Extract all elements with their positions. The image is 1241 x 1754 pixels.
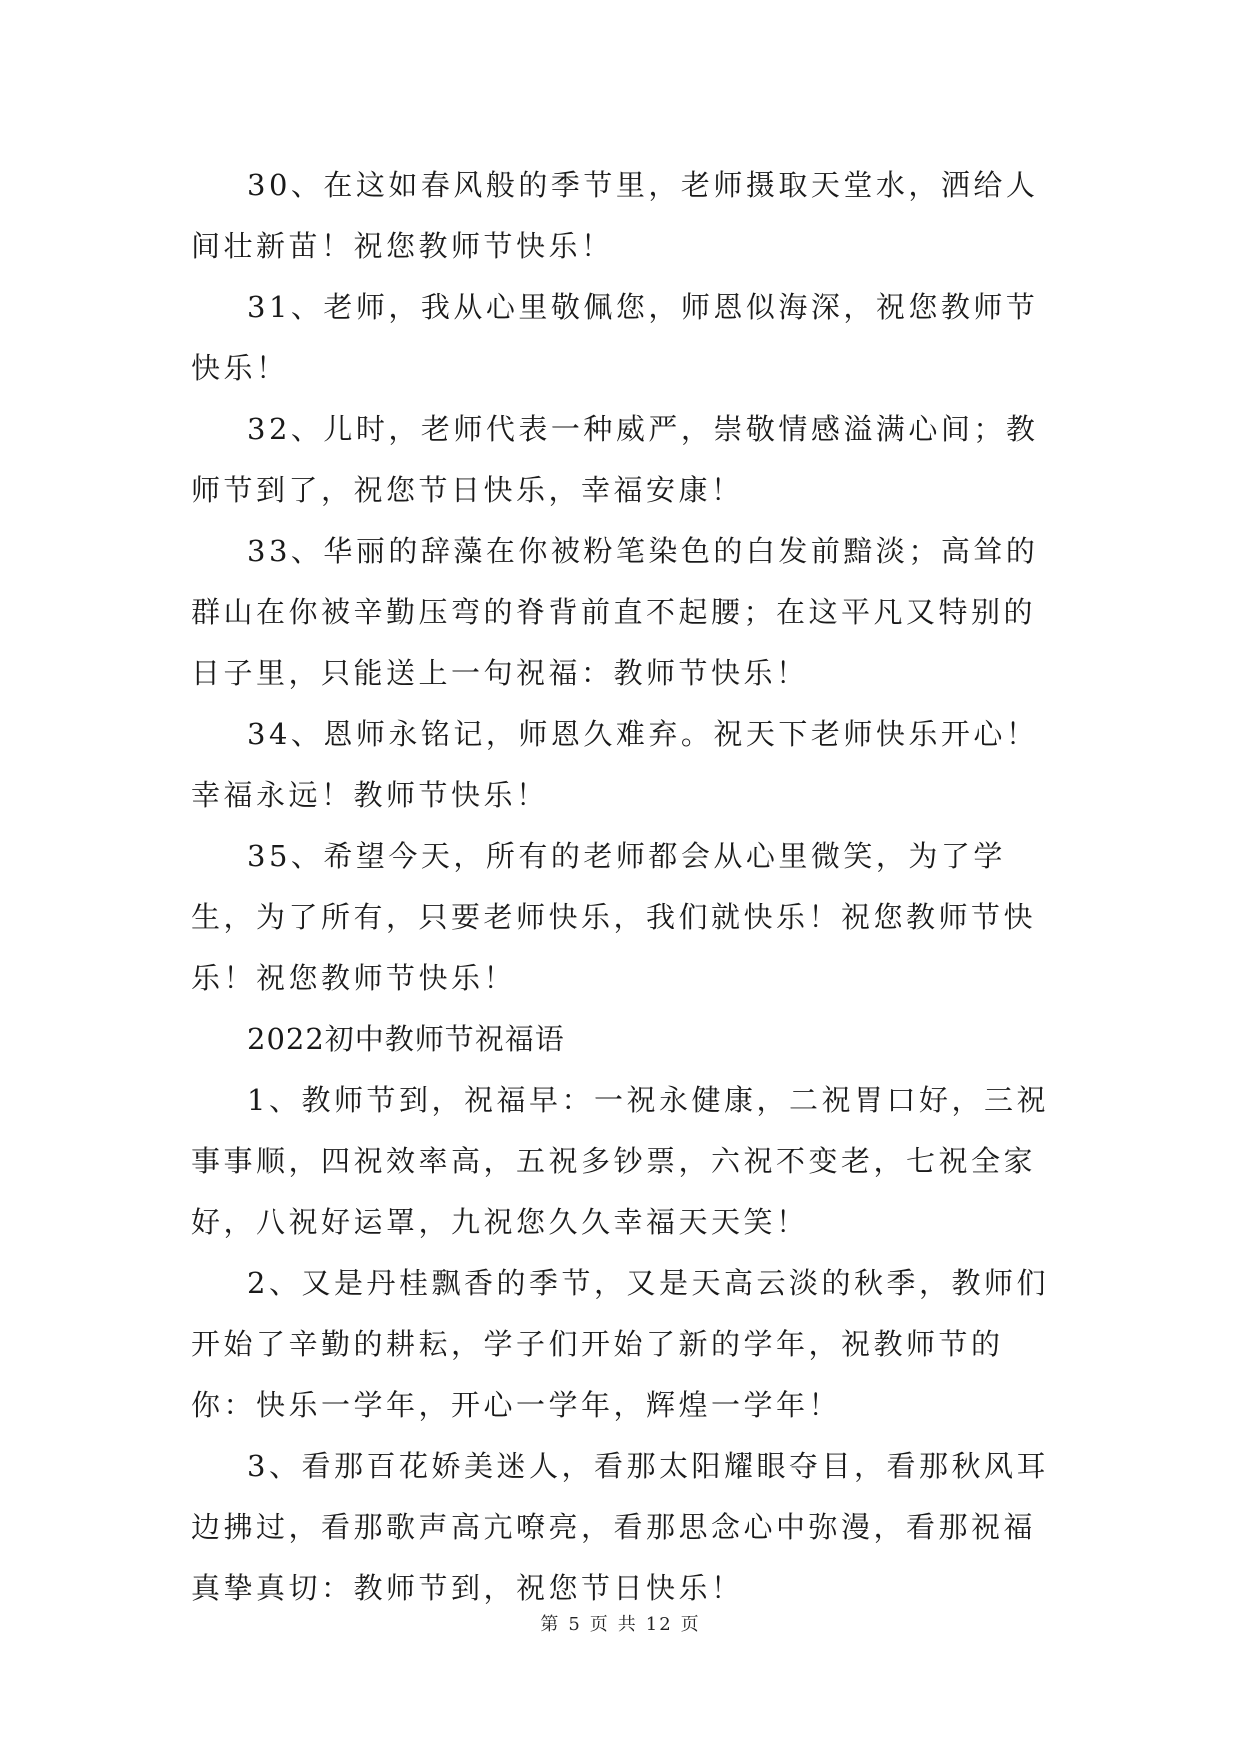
footer-suffix: 页: [680, 1614, 701, 1635]
footer-current-page: 5: [568, 1614, 582, 1635]
section-paragraph-1: 1、教师节到，祝福早：一祝永健康，二祝胃口好，三祝事事顺，四祝效率高，五祝多钞票，六祝不变老，七祝全家好，八祝好运罩，九祝您久久幸福天天笑！: [191, 1083, 1049, 1239]
paragraph-35: 35、希望今天，所有的老师都会从心里微笑，为了学生，为了所有，只要老师快乐，我们就快乐！祝您教师节快乐！祝您教师节快乐！: [191, 839, 1037, 995]
footer-total-pages: 12: [645, 1614, 673, 1635]
section-heading: 2022初中教师节祝福语: [247, 1022, 565, 1056]
paragraph-34: 34、恩师永铭记，师恩久难弃。祝天下老师快乐开心！幸福永远！教师节快乐！: [191, 717, 1039, 812]
page-footer: [0, 1610, 1241, 1636]
document-body: [191, 155, 1051, 1619]
section-paragraph-2: 2、又是丹桂飘香的季节，又是天高云淡的秋季，教师们开始了辛勤的耕耘，学子们开始了新的学年，祝教师节的你：快乐一学年，开心一学年，辉煌一学年！: [191, 1266, 1049, 1422]
paragraph-33: 33、华丽的辞藻在你被粉笔染色的白发前黯淡；高耸的群山在你被辛勤压弯的脊背前直不起腰；在这平凡又特别的日子里，只能送上一句祝福：教师节快乐！: [191, 534, 1039, 690]
footer-total-word: 共: [617, 1614, 638, 1635]
footer-page-word: 页: [589, 1614, 610, 1635]
paragraph-31: 31、老师，我从心里敬佩您，师恩似海深，祝您教师节快乐！: [191, 290, 1039, 385]
section-paragraph-3: 3、看那百花娇美迷人，看那太阳耀眼夺目，看那秋风耳边拂过，看那歌声高亢嘹亮，看那思念心中弥漫，看那祝福真挚真切：教师节到，祝您节日快乐！: [191, 1449, 1049, 1605]
paragraph-32: 32、儿时，老师代表一种威严，崇敬情感溢满心间；教师节到了，祝您节日快乐，幸福安康！: [191, 412, 1039, 507]
footer-prefix: 第: [540, 1614, 561, 1635]
paragraph-30: 30、在这如春风般的季节里，老师摄取天堂水，洒给人间壮新苗！祝您教师节快乐！: [191, 168, 1039, 263]
